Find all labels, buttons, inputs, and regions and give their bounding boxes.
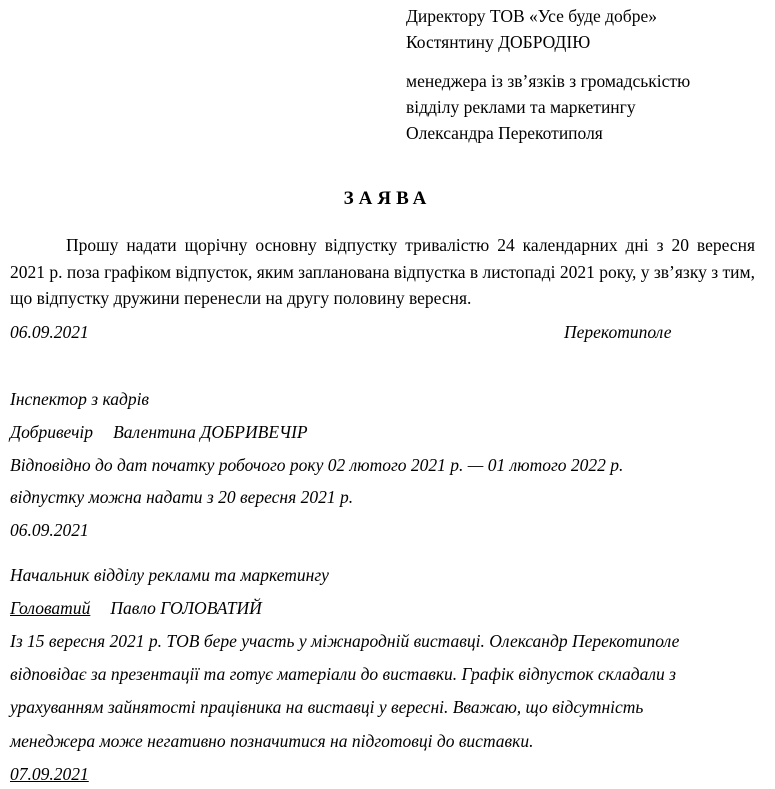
inspector-note-line-1: Відповідно до дат початку робочого року 02 лютого 2021 р. — 01 лютого 2022 р. bbox=[10, 455, 624, 475]
inspector-note-line-2: відпустку можна надати з 20 вересня 2021 р. bbox=[10, 487, 354, 507]
document-title: ЗАЯВА bbox=[343, 188, 432, 209]
inspector-position: Інспектор з кадрів bbox=[10, 389, 150, 409]
head-note-line-4: менеджера може негативно позначитися на підготовці до виставки. bbox=[10, 731, 534, 751]
inspector-signature: Добривечір bbox=[10, 422, 94, 442]
head-date: 07.09.2021 bbox=[10, 764, 89, 784]
inspector-name: Валентина ДОБРИВЕЧІР bbox=[113, 422, 308, 442]
inspector-signature-line bbox=[10, 421, 308, 443]
application-date: 06.09.2021 bbox=[10, 322, 89, 342]
head-note-line-3: урахуванням зайнятості працівника на виставці у вересні. Вважаю, що відсутність bbox=[10, 697, 644, 717]
addressee-line-1: Директору ТОВ «Усе буде добре» bbox=[406, 6, 657, 26]
sender-line-2: відділу реклами та маркетингу bbox=[406, 97, 636, 117]
head-signature: Головатий bbox=[10, 598, 91, 618]
head-name: Павло ГОЛОВАТИЙ bbox=[110, 598, 262, 618]
head-note-line-1: Із 15 вересня 2021 р. ТОВ бере участь у міжнародній виставці. Олександр Перекотиполе bbox=[10, 631, 680, 651]
application-text: Прошу надати щорічну основну відпустку тривалістю 24 календарних дні з 20 вересня 2021 р. поза графіком відпусток, яким запланована відпустка в листопаді 2021 року, у зв’язку з тим, що відпустку дружини перенесли на другу половину вересня. bbox=[10, 235, 755, 308]
head-position: Начальник відділу реклами та маркетингу bbox=[10, 565, 329, 585]
applicant-signature: Перекотиполе bbox=[564, 322, 672, 342]
head-note-line-2: відповідає за презентації та готує матеріали до виставки. Графік відпусток складали з bbox=[10, 664, 676, 684]
sender-line-1: менеджера із зв’язків з громадськістю bbox=[406, 71, 691, 91]
sender-line-3: Олександра Перекотиполя bbox=[406, 123, 603, 143]
addressee-line-2: Костянтину ДОБРОДІЮ bbox=[406, 32, 591, 52]
inspector-date: 06.09.2021 bbox=[10, 520, 89, 540]
head-signature-line bbox=[10, 597, 262, 619]
